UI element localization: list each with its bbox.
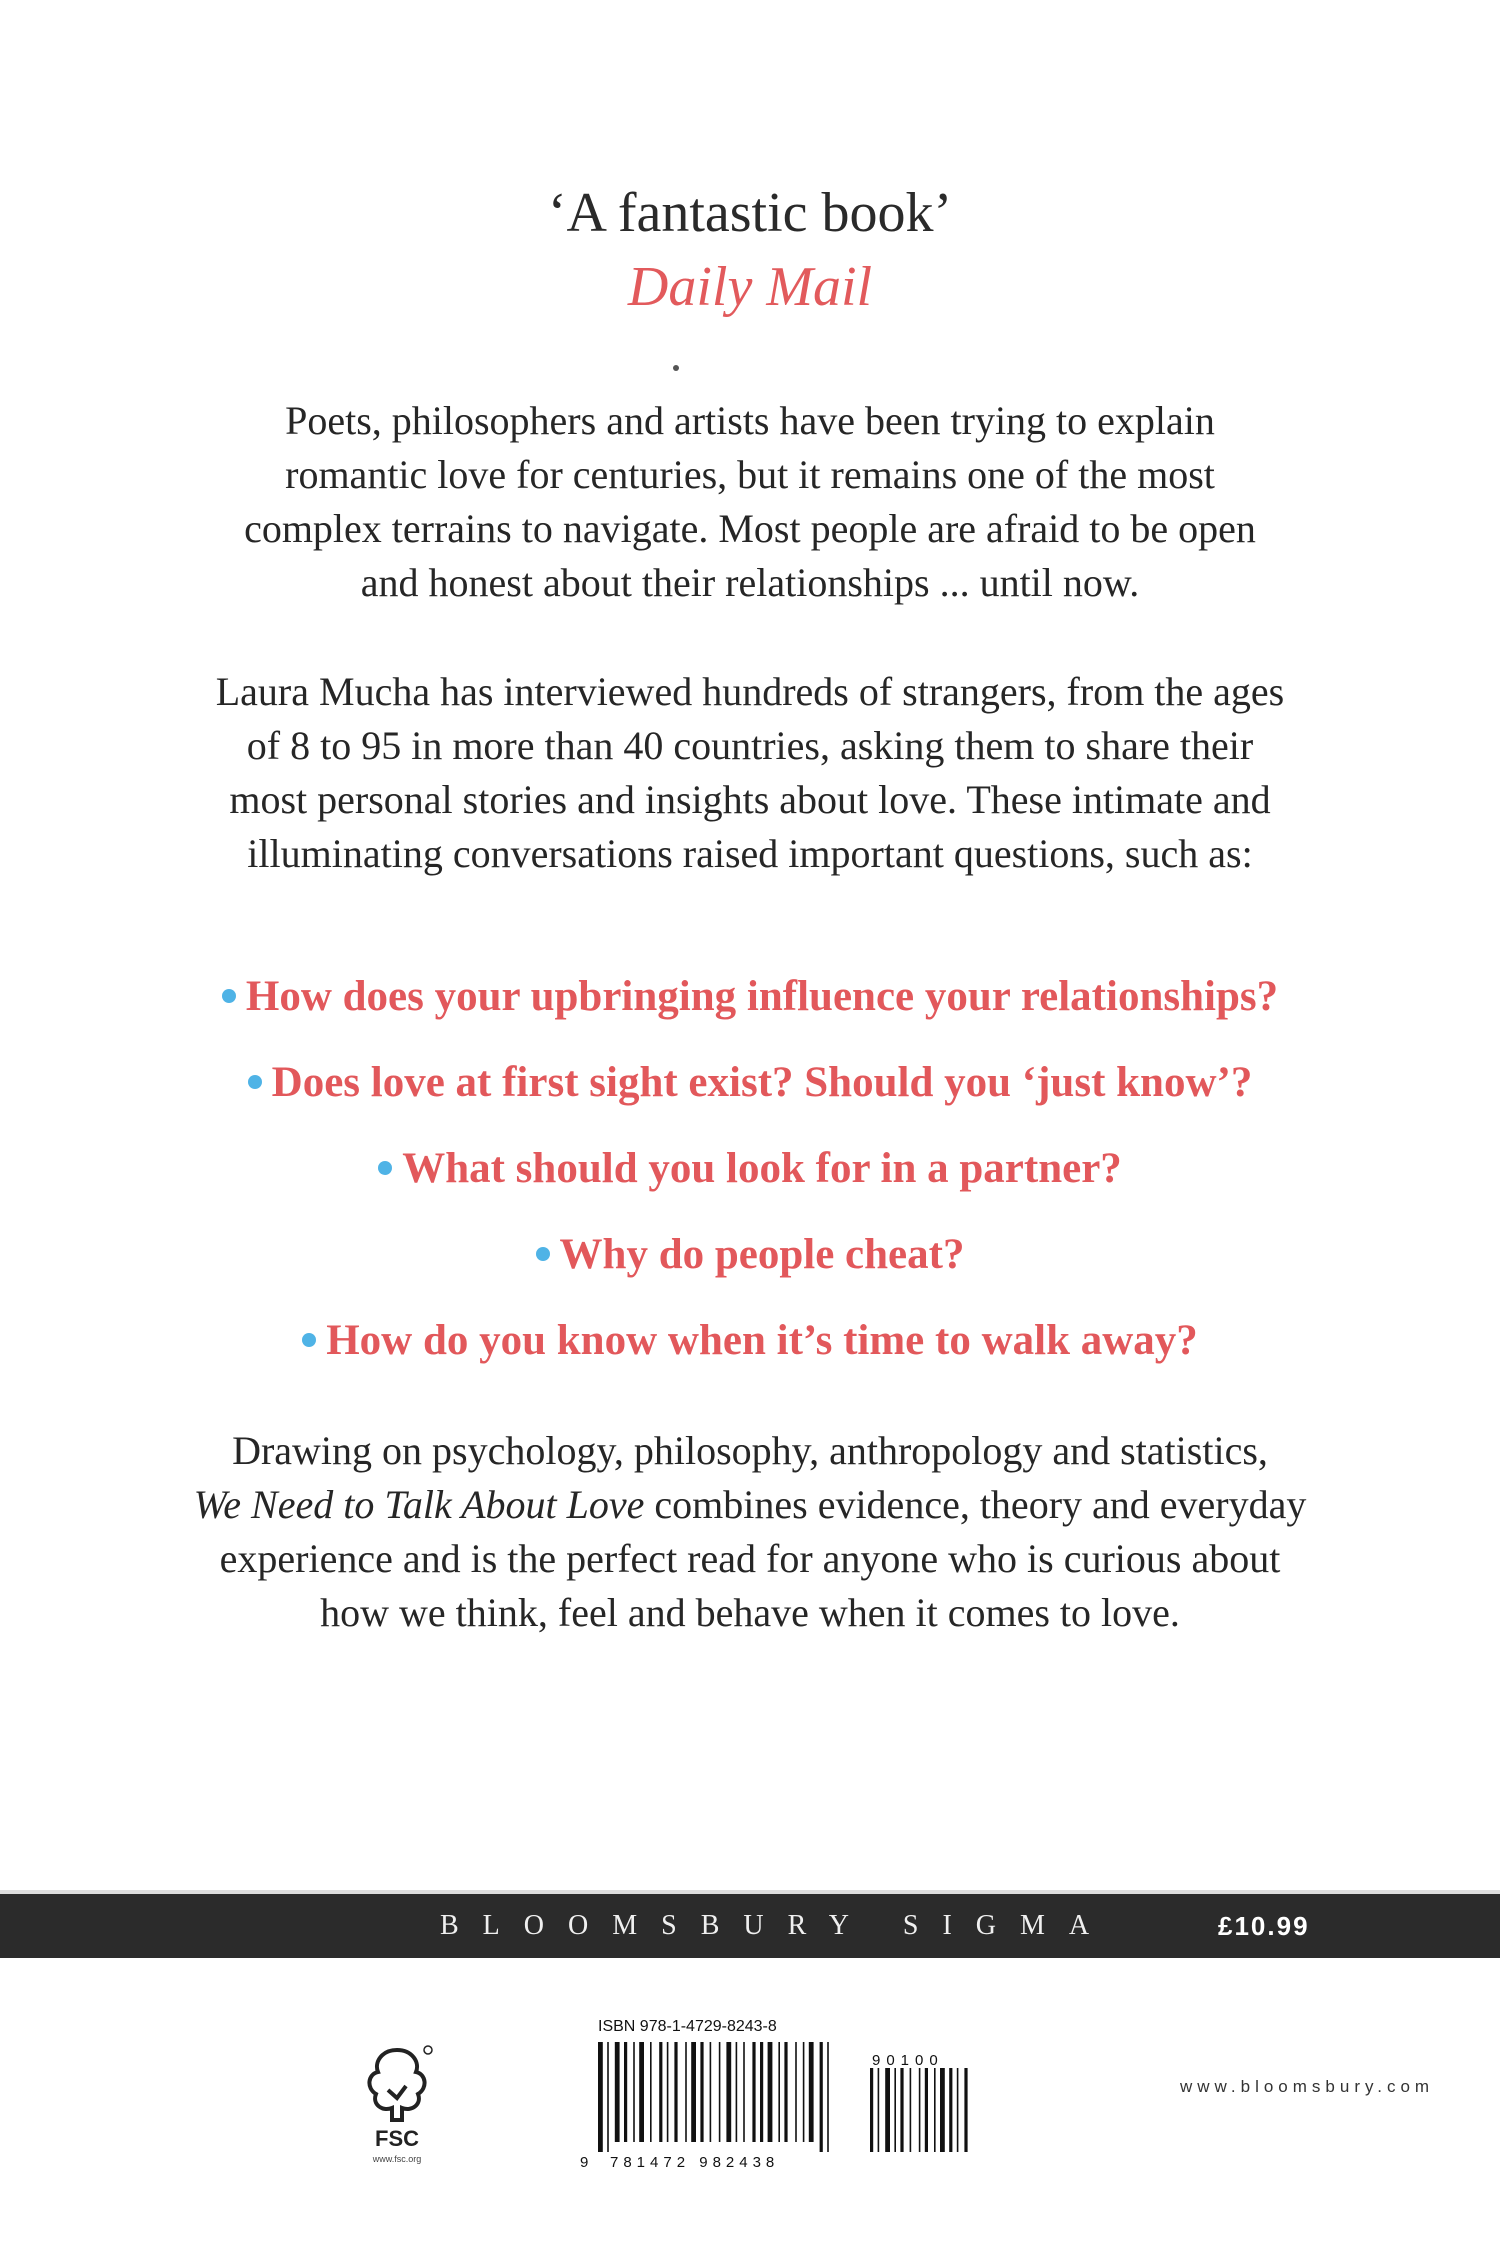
interviews-line: illuminating conversations raised important questions, such as: — [247, 831, 1253, 876]
publisher-name: BLOOMSBURY SIGMA — [440, 1910, 1114, 1941]
intro-line: and honest about their relationships ... until now. — [360, 560, 1140, 605]
publisher-website: www.bloomsbury.com — [1180, 2077, 1435, 2096]
bullet-icon — [222, 989, 236, 1003]
publisher-band — [0, 1894, 1500, 1958]
bullet-icon — [536, 1247, 550, 1261]
closing-line-rest: combines evidence, theory and everyday — [644, 1482, 1307, 1527]
intro-line: complex terrains to navigate. Most people are afraid to be open — [244, 506, 1256, 551]
question-item — [0, 1220, 1500, 1306]
question-item — [0, 962, 1500, 1048]
question-text: How does your upbringing influence your relationships? — [245, 973, 1279, 1020]
separator-dot — [673, 365, 679, 371]
interviews-line: most personal stories and insights about love. These intimate and — [229, 777, 1271, 822]
question-item — [0, 1048, 1500, 1134]
bullet-icon — [302, 1333, 316, 1347]
question-text: What should you look for in a partner? — [402, 1145, 1122, 1192]
intro-line: romantic love for centuries, but it remains one of the most — [285, 452, 1215, 497]
fsc-logo — [352, 2040, 442, 2170]
closing-line: experience and is the perfect read for anyone who is curious about — [219, 1536, 1281, 1581]
question-list — [0, 962, 1500, 1392]
question-text: Does love at first sight exist? Should you ‘just know’? — [271, 1059, 1253, 1106]
intro-line: Poets, philosophers and artists have been trying to explain — [285, 398, 1215, 443]
interviews-line: Laura Mucha has interviewed hundreds of strangers, from the ages — [215, 669, 1285, 714]
bullet-icon — [378, 1161, 392, 1175]
barcode-digits: 781472 982438 — [610, 2154, 780, 2171]
closing-line: how we think, feel and behave when it comes to love. — [320, 1590, 1180, 1635]
interviews-line: of 8 to 95 in more than 40 countries, asking them to share their — [246, 723, 1254, 768]
fsc-url: www.fsc.org — [372, 2154, 422, 2164]
question-item — [0, 1306, 1500, 1392]
review-quote: ‘A fantastic book’ — [547, 182, 953, 244]
fsc-tree-icon — [352, 2040, 442, 2126]
closing-line: Drawing on psychology, philosophy, anthropology and statistics, — [232, 1428, 1268, 1473]
book-title: We Need to Talk About Love — [193, 1482, 645, 1527]
isbn-number: ISBN 978-1-4729-8243-8 — [598, 2018, 777, 2035]
barcode-lead-digit: 9 — [580, 2154, 594, 2171]
barcode-addon-digits: 90100 — [872, 2052, 944, 2069]
closing-line — [120, 1478, 1380, 1532]
bullet-icon — [248, 1075, 262, 1089]
question-text: Why do people cheat? — [559, 1231, 965, 1278]
price: £10.99 — [1218, 1911, 1310, 1941]
intro-paragraph — [120, 394, 1380, 610]
question-text: How do you know when it’s time to walk away? — [326, 1317, 1198, 1364]
closing-paragraph — [120, 1424, 1380, 1640]
fsc-label: FSC — [375, 2126, 419, 2151]
review-source: Daily Mail — [627, 256, 873, 318]
interviews-paragraph — [120, 665, 1380, 881]
question-item — [0, 1134, 1500, 1220]
